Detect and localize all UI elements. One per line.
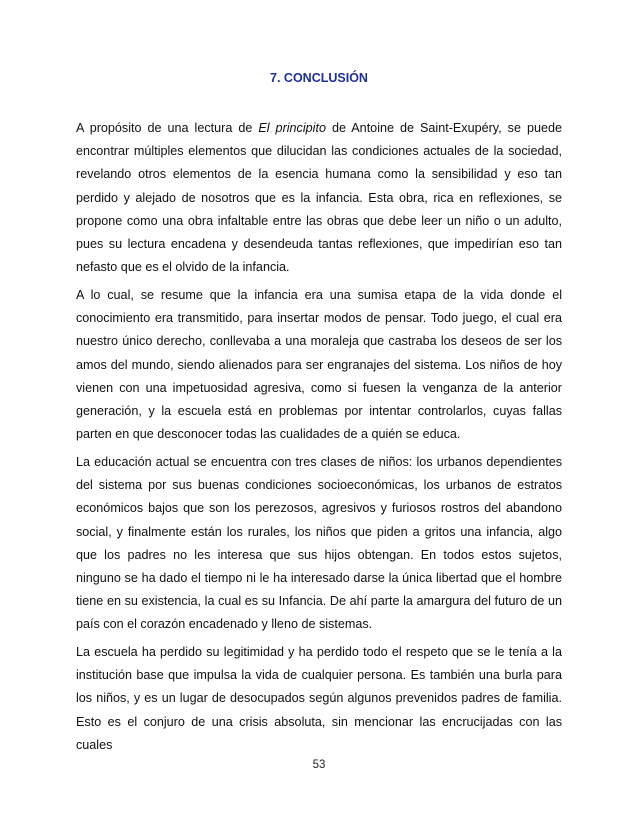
paragraph-text-start: A propósito de una lectura de: [76, 121, 259, 135]
paragraph-education: La educación actual se encuentra con tres clases de niños: los urbanos dependientes del sistema por sus buenas condiciones socioeconómicas, los urbanos de estratos económicos bajos que son los perezosos, agresivos y furiosos rostros del abandono social, y finalmente están los rurales, los niños que piden a gritos una infancia, algo que los padres no les interesa que sus hijos obtengan. En todos estos sujetos, ninguno se ha dado el tiempo ni le ha interesado darse la única libertad que el hombre tiene en su existencia, la cual es su Infancia. De ahí parte la amargura del futuro de un país con el corazón encadenado y lleno de sistemas.: [76, 455, 562, 632]
page-number: 53: [312, 759, 326, 771]
paragraph-introduction: [76, 117, 562, 279]
paragraph-school: La escuela ha perdido su legitimidad y ha perdido todo el respeto que se le tenía a la institución base que impulsa la vida de cualquier persona. Es también una burla para los niños, y es un lugar de desocupados según algunos prevenidos padres de familia. Esto es el conjuro de una crisis absoluta, sin mencionar las encrucijadas con las cuales: [76, 645, 562, 752]
book-title: El principito: [258, 121, 326, 135]
paragraph-childhood: A lo cual, se resume que la infancia era una sumisa etapa de la vida donde el conocimiento era transmitido, para insertar modos de pensar. Todo juego, el cual era nuestro único derecho, conllevaba a una moraleja que castraba los deseos de ser los amos del mundo, siendo alienados para ser engranajes del sistema. Los niños de hoy vienen con una impetuosidad agresiva, como si fuesen la venganza de la anterior generación, y la escuela está en problemas por intentar controlarlos, cuyas fallas parten en que desconocer todas las cualidades de a quién se educa.: [76, 288, 562, 442]
paragraph-text-end: de Antoine de Saint-Exupéry, se puede encontrar múltiples elementos que dilucidan las condiciones actuales de la sociedad, revelando otros elementos de la esencia humana como la sensibilidad y eso tan perdido y alejado de nosotros que es la infancia. Esta obra, rica en reflexiones, se propone como una obra infaltable entre las obras que debe leer un niño o un adulto, pues su lectura encadena y desendeuda tantas reflexiones, que impedirían eso tan nefasto que es el olvido de la infancia.: [76, 121, 562, 275]
section-title: 7. CONCLUSIÓN: [270, 71, 368, 85]
